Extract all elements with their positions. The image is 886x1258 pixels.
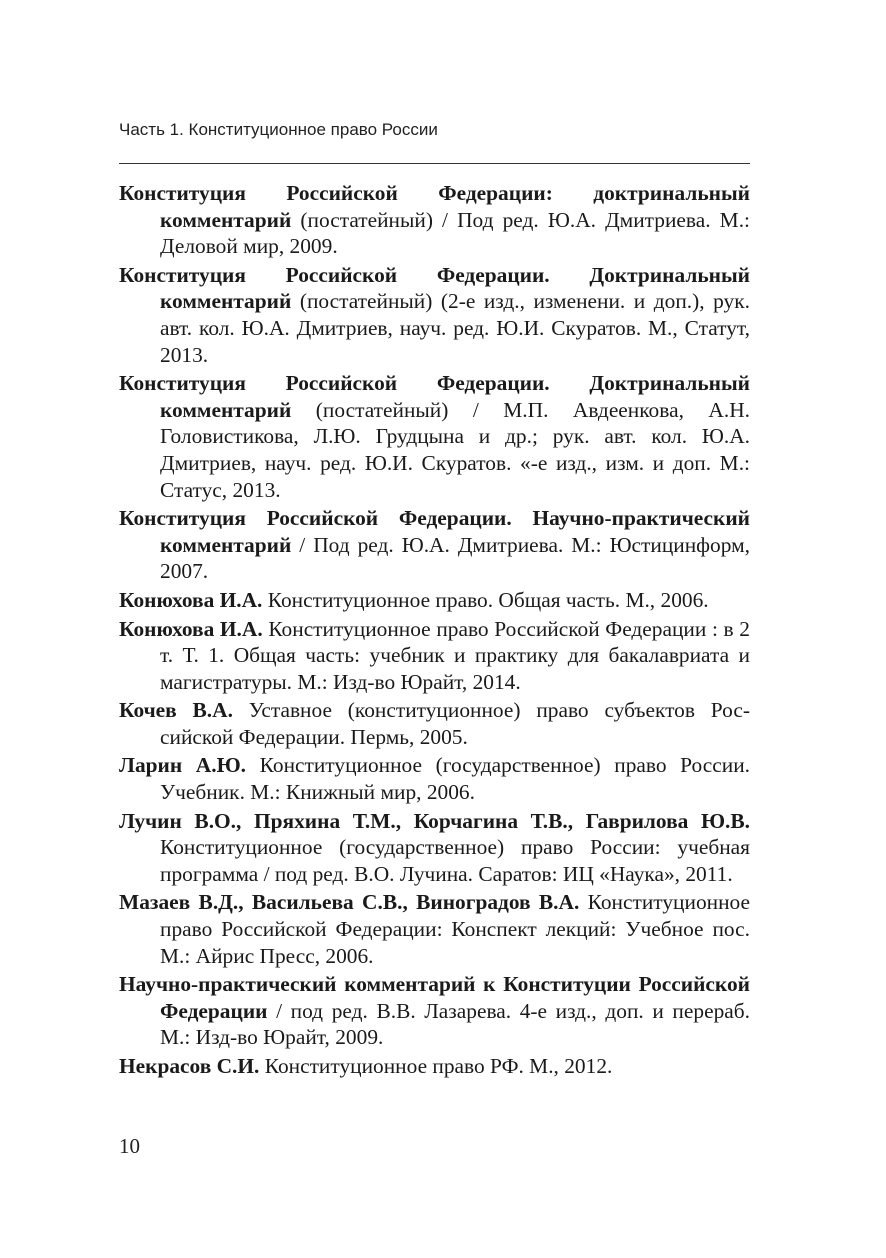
reference-author: Ларин А.Ю. bbox=[119, 753, 247, 778]
reference-author: Конституция Российской Федерации: доктринальный комментарий bbox=[119, 181, 750, 232]
reference-details: Конституционное право РФ. М., 2012. bbox=[259, 1054, 613, 1078]
reference-entry bbox=[119, 889, 750, 969]
reference-author: Лучин В.О., Пряхина Т.М., Корчагина Т.В., Гаврилова Ю.В. bbox=[119, 808, 750, 833]
reference-details: Конституционное право Российской Федерации: Конспект лекций: Учебное пос. М.: Айрис Пресс, 2006. bbox=[160, 890, 750, 968]
reference-details: Конституционное (государственное) право России. Учебник. М.: Книжный мир, 2006. bbox=[160, 753, 750, 805]
reference-author: Конюхова И.А. bbox=[119, 616, 263, 641]
reference-author: Научно-практический комментарий к Конституции Российской Федерации bbox=[119, 972, 750, 1023]
reference-entry bbox=[119, 262, 750, 368]
reference-details: (постатейный) / Под ред. Ю.А. Дмитриева. М.: Деловой мир, 2009. bbox=[160, 207, 750, 259]
reference-author: Некрасов С.И. bbox=[119, 1054, 260, 1078]
reference-entry bbox=[119, 971, 750, 1051]
reference-entry bbox=[119, 697, 750, 750]
reference-author: Кочев В.А. bbox=[119, 698, 233, 723]
reference-entry bbox=[119, 616, 750, 696]
reference-entry bbox=[119, 1053, 750, 1080]
reference-details: Конституционное право Российской Федерации : в 2 т. Т. 1. Общая часть: учебник и практику для бакалавриата и магистратуры. М.: Изд-во Юрайт, 2014. bbox=[160, 616, 750, 694]
reference-list bbox=[119, 180, 750, 1082]
reference-entry bbox=[119, 370, 750, 503]
reference-entry bbox=[119, 587, 750, 614]
reference-author: Конституция Российской Федерации. Доктринальный комментарий bbox=[119, 371, 750, 422]
reference-author: Конституция Российской Федерации. Научно-практический комментарий bbox=[119, 506, 750, 557]
reference-author: Конюхова И.А. bbox=[119, 587, 263, 612]
reference-entry bbox=[119, 808, 750, 888]
reference-details: Конституционное право. Общая часть. М., 2006. bbox=[262, 587, 709, 612]
header-rule bbox=[119, 163, 750, 164]
reference-entry bbox=[119, 752, 750, 805]
reference-details: Конституционное (государственное) право России: учебная программа / под ред. В.О. Лучина. Саратов: ИЦ «Наука», 2011. bbox=[160, 835, 750, 886]
reference-details: / под ред. В.В. Лазарева. 4-е изд., доп. и перераб. М.: Изд-во Юрайт, 2009. bbox=[160, 998, 750, 1050]
page-number: 10 bbox=[119, 1134, 140, 1158]
reference-author: Конституция Российской Федерации. Доктринальный комментарий bbox=[119, 262, 750, 314]
reference-details: / Под ред. Ю.А. Дмитриева. М.: Юстицинформ, 2007. bbox=[160, 532, 750, 584]
reference-entry bbox=[119, 505, 750, 585]
reference-entry bbox=[119, 180, 750, 260]
reference-details: Уставное (конституционное) право субъектов Российской Федерации. Пермь, 2005. bbox=[160, 698, 750, 749]
reference-details: (постатейный) / М.П. Авдеенкова, А.Н. Головистикова, Л.Ю. Грудцына и др.; рук. авт. кол. Ю.А. Дмитриев, науч. ред. Ю.И. Скуратов. «-е изд., изм. и доп. М.: Статус, 2013. bbox=[160, 397, 750, 502]
reference-author: Мазаев В.Д., Васильева С.В., Виноградов В.А. bbox=[119, 890, 580, 915]
reference-details: (постатейный) (2-е изд., изменени. и доп.), рук. авт. кол. Ю.А. Дмитриев, науч. ред. Ю.И. Скуратов. М., Статут, 2013. bbox=[160, 289, 750, 367]
running-head: Часть 1. Конституционное право России bbox=[119, 120, 438, 139]
